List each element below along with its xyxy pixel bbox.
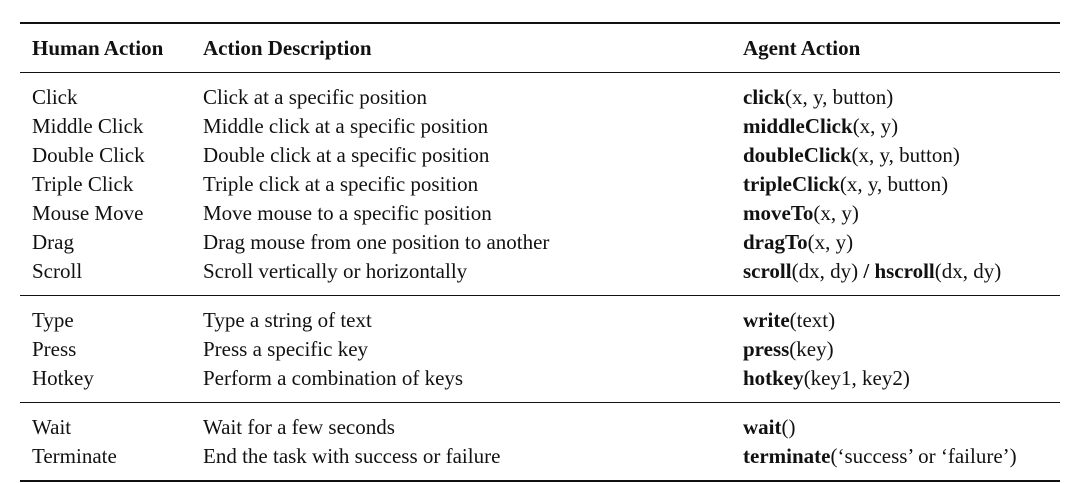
human-action-cell: Type <box>32 308 74 332</box>
row-group <box>20 296 1060 402</box>
function-name: hotkey <box>743 366 804 390</box>
human-action-cell: Terminate <box>32 444 117 468</box>
agent-action-cell <box>743 201 859 226</box>
table-row <box>20 413 1060 442</box>
function-name: tripleClick <box>743 172 840 196</box>
human-action-cell: Double Click <box>32 143 145 167</box>
human-action-cell: Mouse Move <box>32 201 144 225</box>
agent-action-cell <box>743 114 898 139</box>
table-body <box>20 73 1060 482</box>
action-description-cell: End the task with success or failure <box>203 444 501 468</box>
agent-action-cell <box>743 366 910 391</box>
separator: / <box>858 259 875 283</box>
function-name: click <box>743 85 785 109</box>
header-agent-action: Agent Action <box>743 35 861 60</box>
action-description-cell: Drag mouse from one position to another <box>203 230 550 254</box>
table-row <box>20 170 1060 199</box>
function-args: (x, y) <box>852 114 899 138</box>
function-name: dragTo <box>743 230 808 254</box>
human-action-cell: Triple Click <box>32 172 134 196</box>
function-args: (x, y) <box>813 201 859 225</box>
action-description-cell: Triple click at a specific position <box>203 172 479 196</box>
function-name: write <box>743 308 790 332</box>
table-row <box>20 364 1060 393</box>
function-name: terminate <box>743 444 831 468</box>
action-description-cell: Type a string of text <box>203 308 372 332</box>
action-description-cell: Perform a combination of keys <box>203 366 464 390</box>
table-row <box>20 306 1060 335</box>
function-args: (x, y, button) <box>839 172 949 196</box>
agent-action-cell <box>743 308 835 333</box>
table-row <box>20 83 1060 112</box>
function-name: middleClick <box>743 114 853 138</box>
agent-action-cell <box>743 259 1001 284</box>
function-args: (key) <box>789 337 834 361</box>
function-args: (dx, dy) <box>934 259 1002 283</box>
table-row <box>20 199 1060 228</box>
function-name: press <box>743 337 790 361</box>
human-action-cell: Middle Click <box>32 114 144 138</box>
agent-action-cell <box>743 85 893 110</box>
agent-action-cell <box>743 444 1017 469</box>
action-description-cell: Wait for a few seconds <box>203 415 395 439</box>
function-args: () <box>781 415 796 439</box>
action-description-cell: Click at a specific position <box>203 85 427 109</box>
action-description-cell: Move mouse to a specific position <box>203 201 492 225</box>
function-args: (dx, dy) <box>791 259 859 283</box>
row-group <box>20 403 1060 480</box>
function-args: (x, y) <box>807 230 854 254</box>
function-name: hscroll <box>874 259 935 283</box>
human-action-cell: Drag <box>32 230 74 254</box>
action-table <box>20 22 1060 482</box>
table-row <box>20 228 1060 257</box>
human-action-cell: Hotkey <box>32 366 94 390</box>
action-description-cell: Scroll vertically or horizontally <box>203 259 468 283</box>
function-args: (‘success’ or ‘failure’) <box>830 444 1017 468</box>
function-name: wait <box>743 415 782 439</box>
function-name: doubleClick <box>743 143 852 167</box>
function-args: (x, y, button) <box>785 85 894 109</box>
table-header-row <box>20 24 1060 72</box>
function-args: (text) <box>789 308 836 332</box>
function-args: (x, y, button) <box>851 143 960 167</box>
human-action-cell: Press <box>32 337 77 361</box>
row-group <box>20 73 1060 295</box>
action-description-cell: Press a specific key <box>203 337 369 361</box>
table-row <box>20 257 1060 286</box>
function-args: (key1, key2) <box>803 366 910 390</box>
agent-action-cell <box>743 415 796 440</box>
human-action-cell: Wait <box>32 415 72 439</box>
bottom-rule <box>20 480 1060 482</box>
action-description-cell: Middle click at a specific position <box>203 114 489 138</box>
function-name: scroll <box>743 259 792 283</box>
table-row <box>20 141 1060 170</box>
human-action-cell: Scroll <box>32 259 83 283</box>
header-human-action: Human Action <box>32 35 164 60</box>
agent-action-cell <box>743 230 853 255</box>
action-description-cell: Double click at a specific position <box>203 143 490 167</box>
function-name: moveTo <box>743 201 814 225</box>
table-row <box>20 442 1060 471</box>
agent-action-cell <box>743 143 960 168</box>
agent-action-cell <box>743 337 834 362</box>
human-action-cell: Click <box>32 85 78 109</box>
table-row <box>20 335 1060 364</box>
table-row <box>20 112 1060 141</box>
header-action-description: Action Description <box>203 35 372 60</box>
agent-action-cell <box>743 172 948 197</box>
